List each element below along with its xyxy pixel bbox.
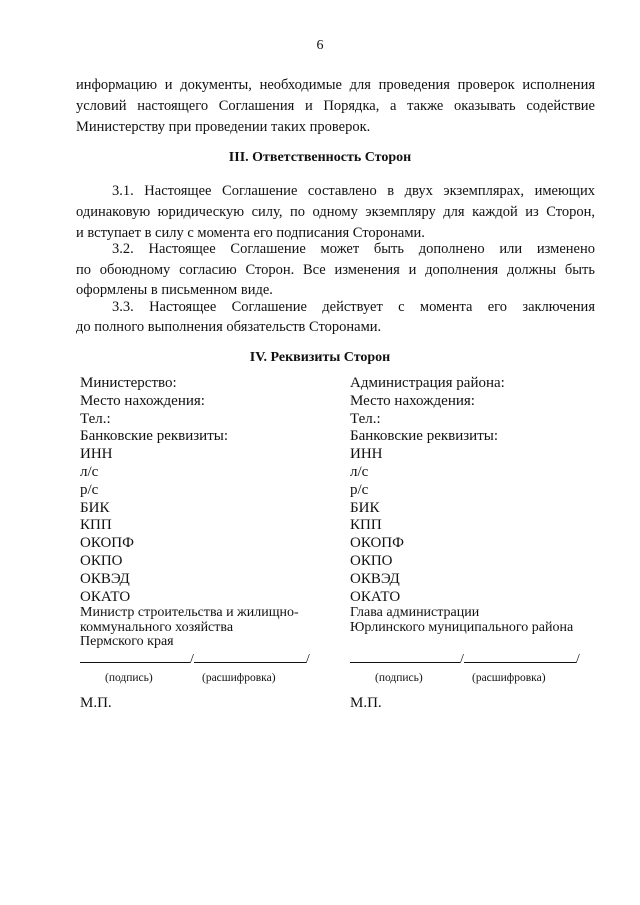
ministry-stamp: М.П. (80, 695, 112, 711)
admin-okopf-field: ОКОПФ (350, 535, 404, 552)
admin-decode-blank (464, 661, 576, 663)
admin-sign-blank (350, 661, 460, 663)
admin-sign-label: (подпись) (375, 672, 423, 684)
ministry-signer-line-1: Министр строительства и жилищно- (80, 605, 299, 620)
ministry-phone-field: Тел.: (80, 410, 111, 427)
admin-bank-field: Банковские реквизиты: (350, 428, 499, 445)
p32-line-1: 3.2. Настоящее Соглашение может быть дополнено или изменено (112, 241, 595, 257)
ministry-inn-field: ИНН (80, 446, 113, 463)
ministry-sign-blank (80, 661, 190, 663)
ministry-signer-line-3: Пермского края (80, 634, 174, 649)
ministry-bank-field: Банковские реквизиты: (80, 428, 229, 445)
admin-ls-field: л/с (350, 463, 369, 480)
admin-stamp: М.П. (350, 695, 382, 711)
admin-kpp-field: КПП (350, 517, 382, 534)
p33-line-1: 3.3. Настоящее Соглашение действует с момента его заключения (112, 299, 595, 315)
p32-line-2: по обоюдному согласию Сторон. Все изменения и дополнения должны быть (76, 262, 595, 278)
admin-signer-line-1: Глава администрации (350, 605, 480, 620)
ministry-slash-1: / (190, 652, 194, 667)
admin-okato-field: ОКАТО (350, 588, 401, 605)
page-number: 6 (316, 38, 324, 53)
admin-location-field: Место нахождения: (350, 392, 475, 409)
ministry-kpp-field: КПП (80, 517, 112, 534)
admin-phone-field: Тел.: (350, 410, 381, 427)
administration-requisites (350, 375, 505, 606)
p31-line-2: одинаковую юридическую силу, по одному экземпляру для каждой из Сторон, (76, 204, 595, 220)
admin-slash-1: / (460, 652, 464, 667)
intro-line-1: информацию и документы, необходимые для проведения проверок исполнения (76, 77, 595, 93)
p32-line-3: оформлены в письменном виде. (76, 282, 273, 298)
admin-bik-field: БИК (350, 499, 380, 516)
ministry-slash-2: / (305, 652, 310, 667)
ministry-location-field: Место нахождения: (80, 392, 205, 409)
intro-line-2: условий настоящего Соглашения и Порядка, а также оказывать содействие (76, 98, 595, 114)
ministry-decode-blank (194, 661, 306, 663)
p33-line-2: до полного выполнения обязательств Сторонами. (76, 319, 382, 335)
admin-okved-field: ОКВЭД (350, 570, 400, 587)
ministry-okopf-field: ОКОПФ (80, 535, 134, 552)
admin-signer-line-2: Юрлинского муниципального района (350, 619, 574, 635)
section-3-heading: III. Ответственность Сторон (228, 150, 412, 165)
ministry-okato-field: ОКАТО (80, 588, 131, 605)
admin-decode-label: (расшифровка) (472, 672, 546, 684)
section-4-heading: IV. Реквизиты Сторон (249, 350, 391, 365)
admin-slash-2: / (575, 652, 580, 667)
admin-name-field: Администрация района: (350, 375, 505, 391)
ministry-rs-field: р/с (80, 481, 99, 498)
p31-line-3: и вступает в силу с момента его подписания Сторонами. (76, 225, 425, 241)
ministry-name-field: Министерство: (80, 375, 177, 391)
ministry-requisites (80, 375, 228, 606)
ministry-okved-field: ОКВЭД (80, 570, 130, 587)
p31-line-1: 3.1. Настоящее Соглашение составлено в двух экземплярах, имеющих (112, 183, 595, 199)
admin-rs-field: р/с (350, 481, 369, 498)
ministry-okpo-field: ОКПО (80, 552, 123, 569)
ministry-sign-label: (подпись) (105, 672, 153, 684)
intro-line-3: Министерству при проведении таких проверок. (76, 119, 371, 135)
ministry-bik-field: БИК (80, 499, 110, 516)
ministry-signer-line-2: коммунального хозяйства (80, 619, 234, 635)
ministry-signature-line (80, 652, 310, 668)
admin-signer (350, 606, 573, 635)
ministry-ls-field: л/с (80, 463, 99, 480)
admin-okpo-field: ОКПО (350, 552, 393, 569)
admin-inn-field: ИНН (350, 446, 383, 463)
admin-signature-line (350, 652, 580, 668)
ministry-decode-label: (расшифровка) (202, 672, 276, 684)
ministry-signer (80, 606, 299, 650)
